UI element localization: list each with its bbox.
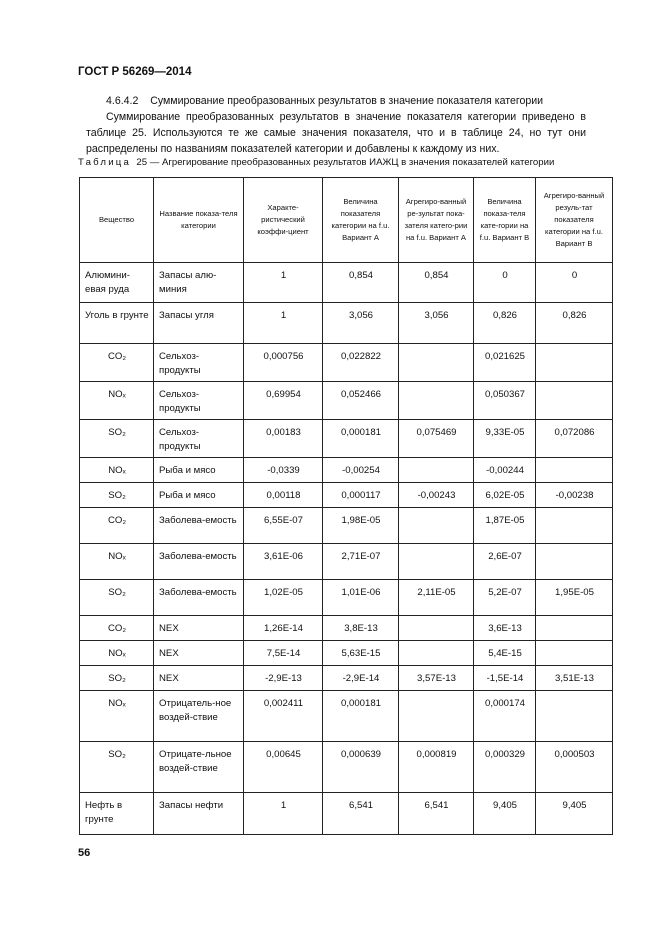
cell-value-b: 5,2E-07 bbox=[474, 580, 536, 616]
table-row bbox=[80, 666, 613, 691]
header-aggregate-b: Агрегиро-ванный резуль-тат показателя категории на f.u. Вариант В bbox=[536, 178, 613, 263]
cell-substance: NOₓ bbox=[80, 691, 154, 742]
cell-aggregate-b bbox=[536, 641, 613, 666]
table-row bbox=[80, 580, 613, 616]
cell-substance: CO₂ bbox=[80, 616, 154, 641]
table-row bbox=[80, 793, 613, 835]
cell-coefficient: -0,0339 bbox=[244, 458, 323, 483]
header-substance: Вещество bbox=[80, 178, 154, 263]
header-value-a: Величина показателя категории на f.u. Вариант А bbox=[323, 178, 399, 263]
cell-substance: NOₓ bbox=[80, 458, 154, 483]
cell-coefficient: 0,00645 bbox=[244, 742, 323, 793]
cell-coefficient: 1,02E-05 bbox=[244, 580, 323, 616]
aggregation-table bbox=[79, 177, 613, 835]
cell-aggregate-b: 0,826 bbox=[536, 303, 613, 344]
table-row bbox=[80, 382, 613, 420]
header-aggregate-a: Агрегиро-ванный ре-зультат пока-зателя катего-рии на f.u. Вариант А bbox=[399, 178, 474, 263]
cell-value-b: 1,87E-05 bbox=[474, 508, 536, 544]
table-row bbox=[80, 616, 613, 641]
cell-aggregate-b bbox=[536, 508, 613, 544]
table-row bbox=[80, 691, 613, 742]
cell-substance: SO₂ bbox=[80, 742, 154, 793]
cell-substance: NOₓ bbox=[80, 544, 154, 580]
cell-coefficient: 1 bbox=[244, 303, 323, 344]
cell-category: Отрицате-льное воздей-ствие bbox=[154, 742, 244, 793]
cell-substance: CO₂ bbox=[80, 344, 154, 382]
table-row bbox=[80, 483, 613, 508]
cell-substance: CO₂ bbox=[80, 508, 154, 544]
cell-substance: SO₂ bbox=[80, 580, 154, 616]
cell-aggregate-b bbox=[536, 344, 613, 382]
cell-substance: Алюмини-евая руда bbox=[80, 263, 154, 303]
cell-aggregate-a: 2,11E-05 bbox=[399, 580, 474, 616]
cell-aggregate-a bbox=[399, 544, 474, 580]
cell-value-b: 0,050367 bbox=[474, 382, 536, 420]
cell-aggregate-b: -0,00238 bbox=[536, 483, 613, 508]
section-title: Суммирование преобразованных результатов в значение показателя категории bbox=[150, 95, 544, 107]
table-row bbox=[80, 742, 613, 793]
cell-value-a: 0,854 bbox=[323, 263, 399, 303]
cell-value-a: 2,71E-07 bbox=[323, 544, 399, 580]
cell-coefficient: 0,00118 bbox=[244, 483, 323, 508]
cell-category: Запасы угля bbox=[154, 303, 244, 344]
cell-value-b: 5,4E-15 bbox=[474, 641, 536, 666]
cell-category: NEX bbox=[154, 616, 244, 641]
header-coefficient: Характе-ристический коэффи-циент bbox=[244, 178, 323, 263]
cell-coefficient: 1 bbox=[244, 263, 323, 303]
cell-aggregate-b bbox=[536, 382, 613, 420]
table-caption-number: 25 bbox=[136, 157, 148, 168]
cell-value-a: 3,056 bbox=[323, 303, 399, 344]
page-number: 56 bbox=[78, 847, 91, 859]
cell-value-b: 0 bbox=[474, 263, 536, 303]
cell-category: Запасы нефти bbox=[154, 793, 244, 835]
document-id: ГОСТ Р 56269—2014 bbox=[78, 66, 192, 78]
table-header-row bbox=[80, 178, 613, 263]
cell-value-b: 0,826 bbox=[474, 303, 536, 344]
cell-value-a: 0,000181 bbox=[323, 691, 399, 742]
header-value-b: Величина показа-теля кате-гории на f.u. Вариант В bbox=[474, 178, 536, 263]
cell-value-b: 0,021625 bbox=[474, 344, 536, 382]
cell-category: Рыба и мясо bbox=[154, 483, 244, 508]
cell-coefficient: -2,9E-13 bbox=[244, 666, 323, 691]
cell-coefficient: 0,002411 bbox=[244, 691, 323, 742]
header-category: Название показа-теля категории bbox=[154, 178, 244, 263]
table-row bbox=[80, 303, 613, 344]
cell-value-a: 0,000181 bbox=[323, 420, 399, 458]
cell-category: Сельхоз-продукты bbox=[154, 420, 244, 458]
cell-value-a: 3,8E-13 bbox=[323, 616, 399, 641]
section-paragraph: Суммирование преобразованных результатов в значение показателя категории приведено в таблице 25. Используются те же самые значения показателя, что и в таблице 24, но тут они распределены по названиям показателей категории и добавлены к каждому из них. bbox=[86, 111, 586, 155]
cell-aggregate-a: 3,57E-13 bbox=[399, 666, 474, 691]
cell-coefficient: 0,00183 bbox=[244, 420, 323, 458]
cell-substance: NOₓ bbox=[80, 641, 154, 666]
cell-aggregate-a bbox=[399, 344, 474, 382]
cell-coefficient: 1 bbox=[244, 793, 323, 835]
cell-substance: Уголь в грунте bbox=[80, 303, 154, 344]
cell-value-b: 3,6E-13 bbox=[474, 616, 536, 641]
cell-value-a: 5,63E-15 bbox=[323, 641, 399, 666]
cell-coefficient: 7,5E-14 bbox=[244, 641, 323, 666]
cell-category: NEX bbox=[154, 666, 244, 691]
cell-value-b: 6,02E-05 bbox=[474, 483, 536, 508]
cell-category: NEX bbox=[154, 641, 244, 666]
cell-aggregate-a bbox=[399, 382, 474, 420]
table-row bbox=[80, 344, 613, 382]
cell-aggregate-a bbox=[399, 508, 474, 544]
table-row bbox=[80, 544, 613, 580]
cell-category: Рыба и мясо bbox=[154, 458, 244, 483]
cell-category: Заболева-емость bbox=[154, 508, 244, 544]
cell-coefficient: 0,69954 bbox=[244, 382, 323, 420]
section-block bbox=[86, 93, 586, 157]
section-number: 4.6.4.2 bbox=[106, 95, 139, 107]
cell-aggregate-b bbox=[536, 544, 613, 580]
cell-aggregate-a bbox=[399, 691, 474, 742]
cell-aggregate-b bbox=[536, 691, 613, 742]
cell-value-a: 6,541 bbox=[323, 793, 399, 835]
cell-value-a: -0,00254 bbox=[323, 458, 399, 483]
table-row bbox=[80, 508, 613, 544]
cell-value-a: 0,052466 bbox=[323, 382, 399, 420]
cell-value-a: 1,01E-06 bbox=[323, 580, 399, 616]
cell-aggregate-a: 0,000819 bbox=[399, 742, 474, 793]
cell-value-a: 0,000117 bbox=[323, 483, 399, 508]
cell-aggregate-a: 6,541 bbox=[399, 793, 474, 835]
cell-category: Отрицатель-ное воздей-ствие bbox=[154, 691, 244, 742]
cell-coefficient: 3,61E-06 bbox=[244, 544, 323, 580]
table-row bbox=[80, 641, 613, 666]
cell-category: Запасы алю-миния bbox=[154, 263, 244, 303]
cell-aggregate-a bbox=[399, 641, 474, 666]
cell-aggregate-a: 0,075469 bbox=[399, 420, 474, 458]
cell-category: Сельхоз-продукты bbox=[154, 382, 244, 420]
table-caption bbox=[78, 157, 554, 168]
cell-value-a: 1,98E-05 bbox=[323, 508, 399, 544]
cell-substance: SO₂ bbox=[80, 666, 154, 691]
cell-coefficient: 0,000756 bbox=[244, 344, 323, 382]
cell-aggregate-a: -0,00243 bbox=[399, 483, 474, 508]
cell-aggregate-b: 3,51E-13 bbox=[536, 666, 613, 691]
cell-value-b: -1,5E-14 bbox=[474, 666, 536, 691]
cell-coefficient: 6,55E-07 bbox=[244, 508, 323, 544]
cell-value-b: 9,33E-05 bbox=[474, 420, 536, 458]
cell-aggregate-a: 3,056 bbox=[399, 303, 474, 344]
cell-value-b: 9,405 bbox=[474, 793, 536, 835]
table-caption-text: — Агрегирование преобразованных результатов ИАЖЦ в значения показателей категории bbox=[149, 157, 555, 168]
cell-aggregate-b bbox=[536, 616, 613, 641]
table-row bbox=[80, 420, 613, 458]
cell-value-b: 2,6E-07 bbox=[474, 544, 536, 580]
cell-aggregate-a bbox=[399, 616, 474, 641]
cell-value-a: 0,022822 bbox=[323, 344, 399, 382]
table-row bbox=[80, 263, 613, 303]
cell-value-b: 0,000174 bbox=[474, 691, 536, 742]
cell-substance: SO₂ bbox=[80, 483, 154, 508]
cell-substance: SO₂ bbox=[80, 420, 154, 458]
section-heading bbox=[106, 93, 586, 109]
cell-aggregate-b: 1,95E-05 bbox=[536, 580, 613, 616]
cell-category: Заболева-емость bbox=[154, 544, 244, 580]
cell-aggregate-b: 9,405 bbox=[536, 793, 613, 835]
cell-value-b: 0,000329 bbox=[474, 742, 536, 793]
cell-aggregate-a: 0,854 bbox=[399, 263, 474, 303]
table-caption-label: Таблица bbox=[78, 157, 132, 168]
cell-substance: NOₓ bbox=[80, 382, 154, 420]
cell-category: Сельхоз-продукты bbox=[154, 344, 244, 382]
cell-aggregate-a bbox=[399, 458, 474, 483]
table-row bbox=[80, 458, 613, 483]
cell-coefficient: 1,26E-14 bbox=[244, 616, 323, 641]
cell-aggregate-b bbox=[536, 458, 613, 483]
cell-value-b: -0,00244 bbox=[474, 458, 536, 483]
cell-aggregate-b: 0,072086 bbox=[536, 420, 613, 458]
cell-aggregate-b: 0,000503 bbox=[536, 742, 613, 793]
cell-value-a: 0,000639 bbox=[323, 742, 399, 793]
cell-substance: Нефть в грунте bbox=[80, 793, 154, 835]
cell-value-a: -2,9E-14 bbox=[323, 666, 399, 691]
cell-aggregate-b: 0 bbox=[536, 263, 613, 303]
cell-category: Заболева-емость bbox=[154, 580, 244, 616]
